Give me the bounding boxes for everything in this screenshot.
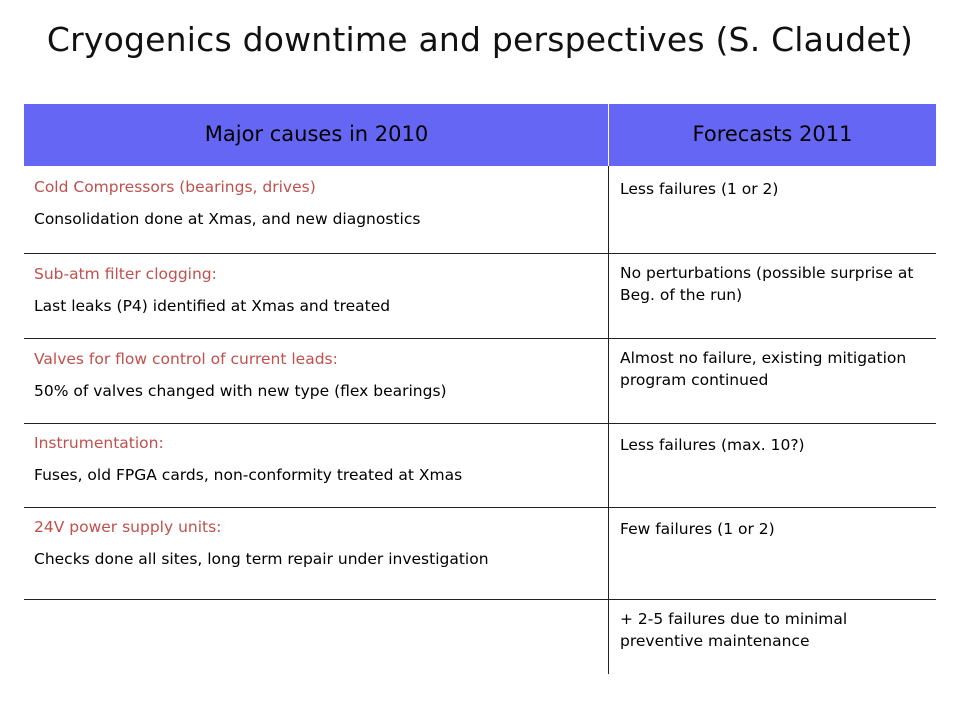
cause-title: 24V power supply units: xyxy=(34,518,222,536)
forecast-text: No perturbations (possible surprise at Beg. of the run) xyxy=(620,264,914,304)
forecast-text: Few failures (1 or 2) xyxy=(620,520,775,538)
table-row xyxy=(24,254,936,338)
forecast-text: Almost no failure, existing mitigation program continued xyxy=(620,349,907,389)
table-row xyxy=(24,424,936,508)
cause-title: Valves for flow control of current leads: xyxy=(34,350,338,368)
table-header xyxy=(24,104,936,166)
header-forecasts: Forecasts 2011 xyxy=(692,122,853,146)
header-divider xyxy=(608,104,609,166)
cause-detail: 50% of valves changed with new type (flex bearings) xyxy=(34,382,447,400)
forecast-text: Less failures (max. 10?) xyxy=(620,436,805,454)
forecast-text: Less failures (1 or 2) xyxy=(620,180,779,198)
table-row xyxy=(24,339,936,423)
cause-detail: Fuses, old FPGA cards, non-conformity treated at Xmas xyxy=(34,466,463,484)
header-major-causes: Major causes in 2010 xyxy=(204,122,429,146)
slide-title: Cryogenics downtime and perspectives (S. Claudet) xyxy=(46,20,914,59)
cause-detail: Checks done all sites, long term repair under investigation xyxy=(34,550,489,568)
table-row xyxy=(24,508,936,599)
cause-title: Sub-atm filter clogging: xyxy=(34,265,217,283)
cause-detail: Consolidation done at Xmas, and new diagnostics xyxy=(34,210,421,228)
table-row xyxy=(24,600,936,674)
cause-detail: Last leaks (P4) identified at Xmas and treated xyxy=(34,297,391,315)
table-row xyxy=(24,166,936,253)
cause-title: Cold Compressors (bearings, drives) xyxy=(34,178,316,196)
cause-title: Instrumentation: xyxy=(34,434,164,452)
forecast-text: + 2-5 failures due to minimal preventive maintenance xyxy=(620,610,848,650)
causes-forecast-table xyxy=(24,104,936,674)
